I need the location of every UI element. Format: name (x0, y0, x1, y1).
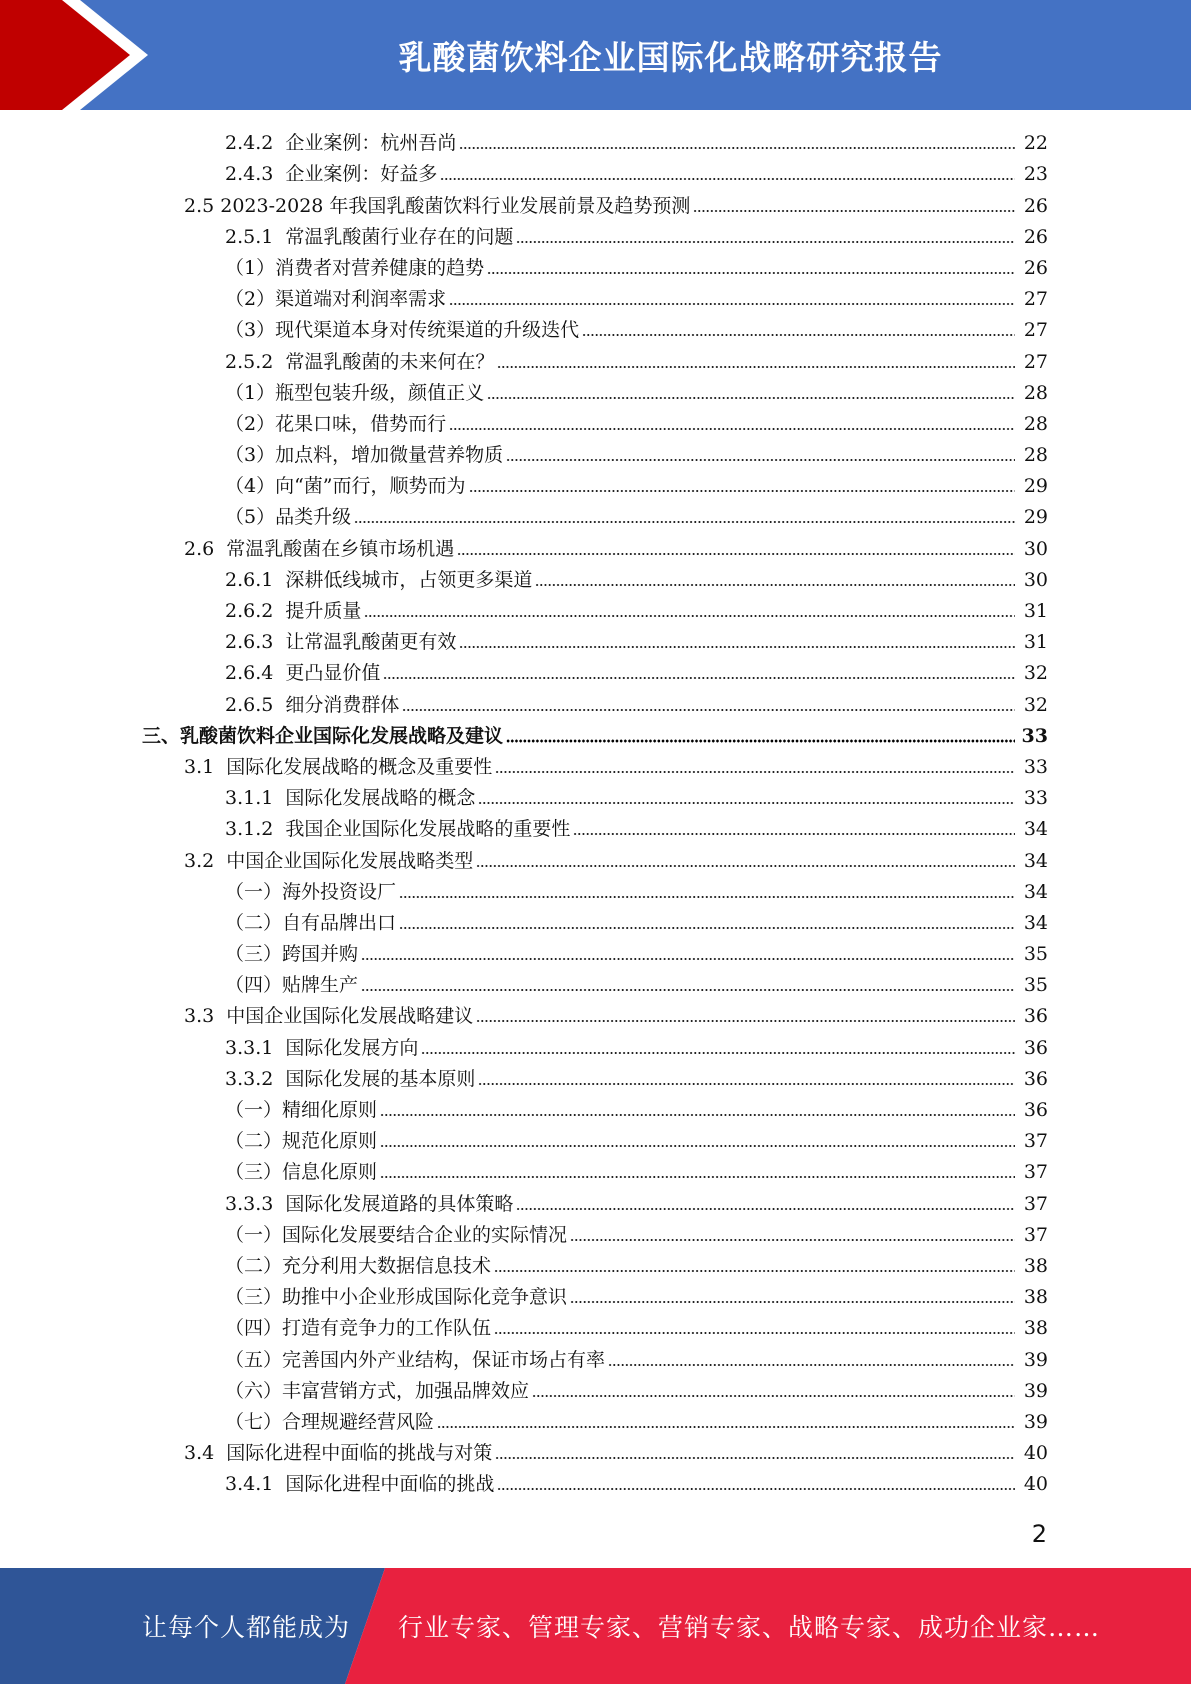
toc-entry-page: 28 (1023, 412, 1048, 435)
toc-entry[interactable] (0, 1126, 1191, 1157)
toc-entry[interactable] (0, 845, 1191, 876)
toc-entry[interactable] (0, 596, 1191, 627)
toc-entry-title: （5）品类升级 (225, 506, 352, 529)
red-chevron-icon (0, 0, 160, 110)
toc-entry-title: （3）现代渠道本身对传统渠道的升级迭代 (225, 319, 580, 342)
toc-entry-title: （五）完善国内外产业结构，保证市场占有率 (225, 1348, 606, 1371)
toc-entry-title: 2.6.2 提升质量 (225, 600, 362, 622)
toc-dot-leader (476, 1017, 1015, 1025)
toc-entry-title: 3.1.2 我国企业国际化发展战略的重要性 (225, 818, 571, 841)
toc-entry[interactable] (0, 1407, 1191, 1438)
toc-entry[interactable] (0, 783, 1191, 814)
toc-dot-leader (437, 1423, 1015, 1431)
toc-entry-title: 2.5 2023-2028 年我国乳酸菌饮料行业发展前景及趋势预测 (184, 194, 691, 217)
toc-dot-leader (494, 1329, 1015, 1337)
toc-entry-title: 2.6 常温乳酸菌在乡镇市场机遇 (184, 537, 455, 560)
toc-dot-leader (478, 1080, 1015, 1088)
toc-entry-page: 38 (1023, 1254, 1048, 1277)
table-of-contents (0, 128, 1191, 1500)
toc-dot-leader (497, 363, 1015, 371)
toc-dot-leader (361, 955, 1015, 963)
toc-dot-leader (364, 612, 1015, 620)
toc-entry-title: （三）信息化原则 (225, 1161, 378, 1184)
toc-entry-title: 2.6.5 细分消费群体 (225, 693, 400, 716)
toc-entry[interactable] (0, 1095, 1191, 1126)
toc-entry-page: 33 (1023, 755, 1048, 778)
toc-entry-page: 31 (1023, 631, 1048, 654)
toc-dot-leader (535, 581, 1015, 589)
toc-entry-page: 35 (1023, 943, 1048, 966)
toc-entry-title: 3.1.1 国际化发展战略的概念 (225, 787, 476, 810)
toc-entry-title: 2.6.1 深耕低线城市，占领更多渠道 (225, 568, 533, 591)
toc-dot-leader (457, 550, 1015, 558)
toc-entry-page: 27 (1023, 319, 1048, 342)
toc-entry-title: 2.4.2 企业案例：杭州吾尚 (225, 132, 457, 155)
toc-dot-leader (380, 1173, 1015, 1181)
toc-dot-leader (494, 1267, 1015, 1275)
toc-entry[interactable] (0, 128, 1191, 159)
toc-entry-title: 3.3.1 国际化发展方向 (225, 1036, 419, 1059)
toc-entry-title: （3）加点料，增加微量营养物质 (225, 444, 504, 467)
toc-dot-leader (532, 1392, 1015, 1400)
toc-entry-title: 3.4.1 国际化进程中面临的挑战 (225, 1473, 495, 1496)
toc-entry-page: 26 (1023, 256, 1048, 279)
toc-dot-leader (478, 799, 1015, 807)
toc-entry-page: 36 (1023, 1099, 1048, 1121)
toc-entry-page: 36 (1023, 1036, 1048, 1059)
toc-entry[interactable] (0, 1157, 1191, 1188)
toc-entry[interactable] (0, 627, 1191, 658)
toc-entry-title: （四）贴牌生产 (225, 974, 359, 997)
toc-entry[interactable] (0, 1313, 1191, 1344)
toc-dot-leader (516, 1205, 1015, 1213)
toc-entry-title: 3.1 国际化发展战略的概念及重要性 (184, 755, 493, 778)
toc-dot-leader (506, 737, 1015, 745)
toc-entry[interactable] (0, 565, 1191, 596)
toc-entry-page: 37 (1023, 1192, 1048, 1215)
page-footer (0, 1568, 1191, 1684)
toc-entry-page: 27 (1023, 288, 1048, 311)
toc-entry[interactable] (0, 159, 1191, 190)
toc-dot-leader (449, 425, 1015, 433)
toc-entry[interactable] (0, 814, 1191, 845)
toc-entry-page: 33 (1021, 724, 1048, 747)
toc-entry-page: 29 (1023, 506, 1048, 529)
toc-entry-page: 34 (1023, 911, 1048, 934)
toc-entry[interactable] (0, 1064, 1191, 1095)
toc-entry-page: 26 (1023, 194, 1048, 217)
toc-entry-page: 37 (1023, 1223, 1048, 1246)
page-number: 2 (1031, 1520, 1047, 1548)
toc-dot-leader (449, 300, 1015, 308)
toc-entry-page: 28 (1023, 381, 1048, 404)
toc-entry-title: （七）合理规避经营风险 (225, 1410, 435, 1433)
toc-entry[interactable] (0, 440, 1191, 471)
toc-entry-page: 26 (1023, 225, 1048, 248)
toc-entry-page: 32 (1023, 693, 1048, 716)
toc-entry-title: （2）渠道端对利润率需求 (225, 288, 447, 311)
toc-entry[interactable] (0, 502, 1191, 533)
toc-entry-page: 33 (1023, 787, 1048, 810)
toc-entry[interactable] (0, 1251, 1191, 1282)
toc-entry-title: 2.5.2 常温乳酸菌的未来何在？ (225, 350, 495, 373)
toc-entry-page: 36 (1023, 1005, 1048, 1028)
toc-dot-leader (570, 1298, 1015, 1306)
toc-entry-page: 28 (1023, 444, 1048, 467)
toc-dot-leader (469, 487, 1015, 495)
toc-dot-leader (516, 238, 1015, 246)
toc-dot-leader (487, 269, 1015, 277)
toc-entry-page: 40 (1023, 1473, 1048, 1496)
toc-entry[interactable] (0, 284, 1191, 315)
toc-entry-page: 30 (1023, 568, 1048, 591)
toc-entry-title: 3.2 中国企业国际化发展战略类型 (184, 849, 474, 872)
toc-dot-leader (399, 924, 1015, 932)
toc-dot-leader (570, 1236, 1015, 1244)
toc-entry-title: （二）规范化原则 (225, 1130, 378, 1153)
toc-entry[interactable] (0, 1438, 1191, 1469)
toc-entry-page: 38 (1023, 1286, 1048, 1309)
toc-entry-title: （1）消费者对营养健康的趋势 (225, 256, 485, 279)
toc-entry-page: 34 (1023, 818, 1048, 841)
toc-entry-title: （一）海外投资设厂 (225, 880, 397, 903)
toc-entry-title: （2）花果口味，借势而行 (225, 412, 447, 435)
toc-entry[interactable] (0, 908, 1191, 939)
toc-dot-leader (380, 1142, 1015, 1150)
toc-entry-page: 37 (1023, 1130, 1048, 1153)
toc-dot-leader (383, 674, 1015, 682)
toc-entry-title: 2.4.3 企业案例：好益多 (225, 163, 438, 186)
toc-entry[interactable] (0, 1001, 1191, 1032)
toc-entry-page: 38 (1023, 1317, 1048, 1340)
toc-dot-leader (459, 144, 1015, 152)
toc-entry-title: 3.3.2 国际化发展的基本原则 (225, 1067, 476, 1090)
toc-entry-page: 39 (1023, 1348, 1048, 1371)
toc-entry[interactable] (0, 190, 1191, 221)
toc-entry[interactable] (0, 939, 1191, 970)
toc-entry-title: （4）向“菌”而行，顺势而为 (225, 475, 466, 498)
toc-entry[interactable] (0, 1188, 1191, 1219)
toc-entry[interactable] (0, 222, 1191, 253)
toc-entry-page: 22 (1023, 132, 1048, 155)
toc-entry-title: 2.6.4 更凸显价值 (225, 662, 381, 685)
toc-entry[interactable] (0, 689, 1191, 720)
toc-entry-title: （1）瓶型包装升级，颜值正义 (225, 381, 485, 404)
toc-entry-page: 36 (1023, 1067, 1048, 1090)
toc-entry-page: 39 (1023, 1379, 1048, 1402)
toc-entry-page: 30 (1023, 537, 1048, 560)
toc-entry-page: 35 (1023, 974, 1048, 997)
toc-entry-page: 27 (1023, 350, 1048, 373)
toc-entry-page: 29 (1023, 475, 1048, 498)
toc-entry-title: （三）跨国并购 (225, 943, 359, 966)
toc-entry[interactable] (0, 378, 1191, 409)
page-header (0, 0, 1191, 110)
toc-entry-title: 2.6.3 让常温乳酸菌更有效 (225, 631, 457, 654)
toc-dot-leader (573, 830, 1015, 838)
toc-entry-title: 2.5.1 常温乳酸菌行业存在的问题 (225, 225, 514, 248)
toc-dot-leader (693, 207, 1015, 215)
toc-dot-leader (421, 1049, 1015, 1057)
toc-entry[interactable] (0, 1220, 1191, 1251)
toc-entry[interactable] (0, 658, 1191, 689)
toc-dot-leader (495, 768, 1015, 776)
toc-entry[interactable] (0, 1469, 1191, 1500)
toc-entry[interactable] (0, 970, 1191, 1001)
toc-entry[interactable] (0, 1376, 1191, 1407)
toc-dot-leader (506, 456, 1015, 464)
toc-entry-title: 3.4 国际化进程中面临的挑战与对策 (184, 1442, 493, 1465)
toc-entry-page: 34 (1023, 880, 1048, 903)
toc-entry[interactable] (0, 1282, 1191, 1313)
toc-dot-leader (399, 893, 1015, 901)
toc-entry-title: 3.3.3 国际化发展道路的具体策略 (225, 1192, 514, 1215)
toc-dot-leader (459, 643, 1015, 651)
toc-entry[interactable] (0, 877, 1191, 908)
toc-entry-page: 40 (1023, 1442, 1048, 1465)
toc-entry[interactable] (0, 752, 1191, 783)
footer-slogan-left: 让每个人都能成为 (142, 1613, 351, 1642)
toc-dot-leader (354, 518, 1015, 526)
toc-entry-title: （二）自有品牌出口 (225, 911, 397, 934)
toc-entry-title: （三）助推中小企业形成国际化竞争意识 (225, 1286, 568, 1309)
toc-entry[interactable] (0, 471, 1191, 502)
toc-entry[interactable] (0, 253, 1191, 284)
toc-entry-page: 39 (1023, 1410, 1048, 1433)
toc-entry[interactable] (0, 315, 1191, 346)
toc-entry[interactable] (0, 1032, 1191, 1063)
toc-dot-leader (582, 331, 1015, 339)
toc-entry-title: （四）打造有竞争力的工作队伍 (225, 1317, 492, 1340)
toc-entry-title: 三、乳酸菌饮料企业国际化发展战略及建议 (142, 724, 504, 747)
toc-entry[interactable] (0, 409, 1191, 440)
toc-entry[interactable] (0, 721, 1191, 752)
toc-dot-leader (361, 986, 1015, 994)
toc-dot-leader (608, 1361, 1015, 1369)
footer-slogan-right: 行业专家、管理专家、营销专家、战略专家、成功企业家…… (398, 1613, 1101, 1642)
toc-entry-page: 23 (1023, 163, 1048, 186)
toc-dot-leader (495, 1454, 1015, 1462)
toc-entry[interactable] (0, 1344, 1191, 1375)
toc-entry-page: 37 (1023, 1161, 1048, 1184)
toc-dot-leader (380, 1111, 1015, 1119)
toc-entry-page: 32 (1023, 662, 1048, 685)
toc-entry-title: （一）精细化原则 (225, 1099, 378, 1121)
toc-entry-title: （二）充分利用大数据信息技术 (225, 1254, 492, 1277)
toc-entry[interactable] (0, 533, 1191, 564)
toc-entry-title: （一）国际化发展要结合企业的实际情况 (225, 1223, 568, 1246)
toc-entry-title: 3.3 中国企业国际化发展战略建议 (184, 1005, 474, 1028)
toc-dot-leader (487, 394, 1015, 402)
toc-entry-page: 31 (1023, 600, 1048, 622)
toc-dot-leader (497, 1485, 1015, 1493)
toc-dot-leader (440, 175, 1015, 183)
toc-entry-page: 34 (1023, 849, 1048, 872)
toc-entry-title: （六）丰富营销方式，加强品牌效应 (225, 1379, 530, 1402)
toc-dot-leader (402, 706, 1015, 714)
toc-entry[interactable] (0, 346, 1191, 377)
report-title: 乳酸菌饮料企业国际化战略研究报告 (398, 37, 943, 77)
toc-dot-leader (476, 862, 1015, 870)
